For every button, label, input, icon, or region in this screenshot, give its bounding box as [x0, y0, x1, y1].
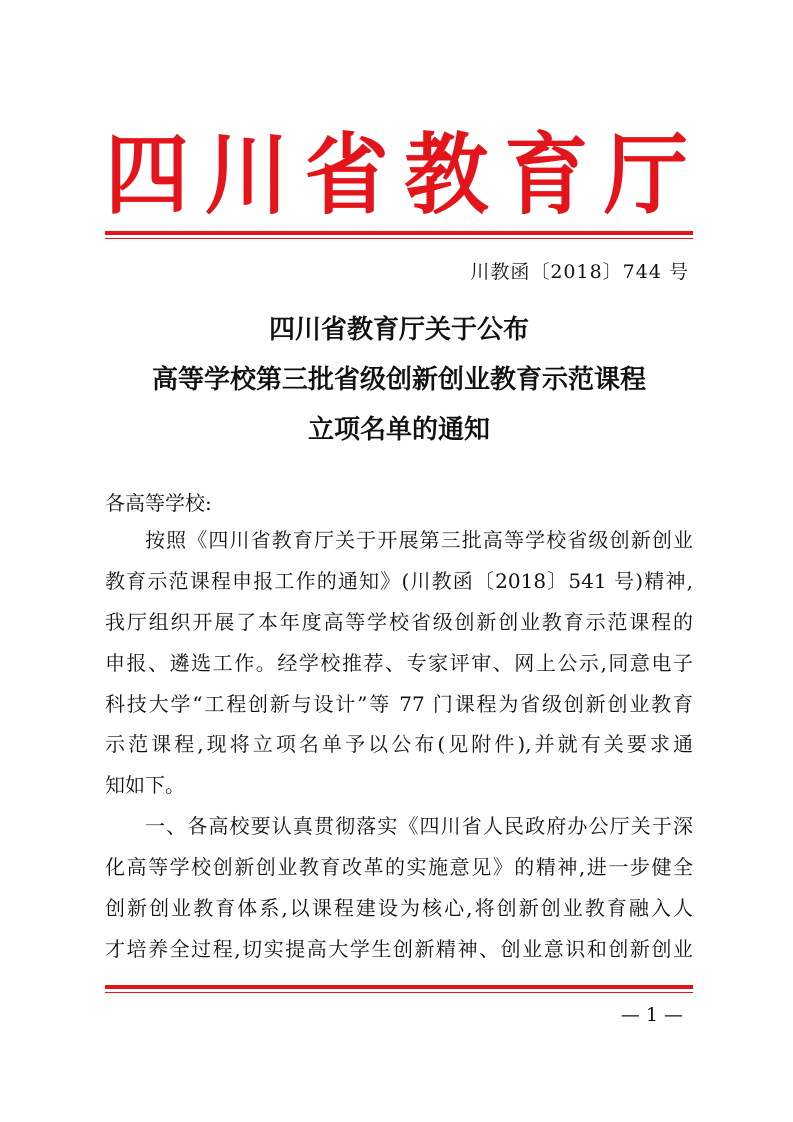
footer-divider-thin — [105, 992, 693, 993]
body-line: 我厅组织开展了本年度高等学校省级创新创业教育示范课程的 — [105, 609, 693, 634]
agency-char: 育 — [504, 122, 589, 227]
body-line: 教育示范课程申报工作的通知》(川教函〔2018〕541 号)精神, — [105, 568, 693, 593]
page-number: — 1 — — [620, 1004, 683, 1026]
body-line: 按照《四川省教育厅关于开展第三批高等学校省级创新创业 — [145, 528, 693, 552]
agency-char: 省 — [304, 122, 389, 227]
agency-char: 厅 — [603, 122, 688, 227]
footer-divider-thick — [105, 985, 693, 989]
issuing-agency-title — [105, 122, 688, 227]
document-title-line-2: 高等学校第三批省级创新创业教育示范课程 — [151, 365, 646, 395]
body-text — [105, 520, 693, 970]
body-line: 申报、遴选工作。经学校推荐、专家评审、网上公示,同意电子 — [105, 650, 693, 675]
document-number: 川教函〔2018〕744 号 — [470, 261, 689, 283]
body-line: 一、各高校要认真贯彻落实《四川省人民政府办公厅关于深 — [145, 814, 693, 839]
header-divider-thin — [105, 238, 693, 239]
body-line: 示范课程,现将立项名单予以公布(见附件),并就有关要求通 — [105, 732, 693, 757]
body-line: 才培养全过程,切实提高大学生创新精神、创业意识和创新创业 — [105, 936, 693, 961]
body-line: 知如下。 — [105, 773, 185, 798]
body-line: 化高等学校创新创业教育改革的实施意见》的精神,进一步健全 — [105, 855, 693, 880]
agency-char: 四 — [105, 122, 190, 227]
body-line: 科技大学“工程创新与设计”等 77 门课程为省级创新创业教育 — [105, 691, 693, 716]
agency-char: 教 — [404, 122, 489, 227]
document-title-line-1: 四川省教育厅关于公布 — [268, 315, 529, 345]
document-title-line-3: 立项名单的通知 — [307, 415, 490, 445]
header-divider-thick — [105, 231, 693, 235]
agency-char: 川 — [204, 122, 289, 227]
body-line: 创新创业教育体系,以课程建设为核心,将创新创业教育融入人 — [105, 896, 693, 921]
salutation: 各高等学校: — [105, 491, 212, 515]
